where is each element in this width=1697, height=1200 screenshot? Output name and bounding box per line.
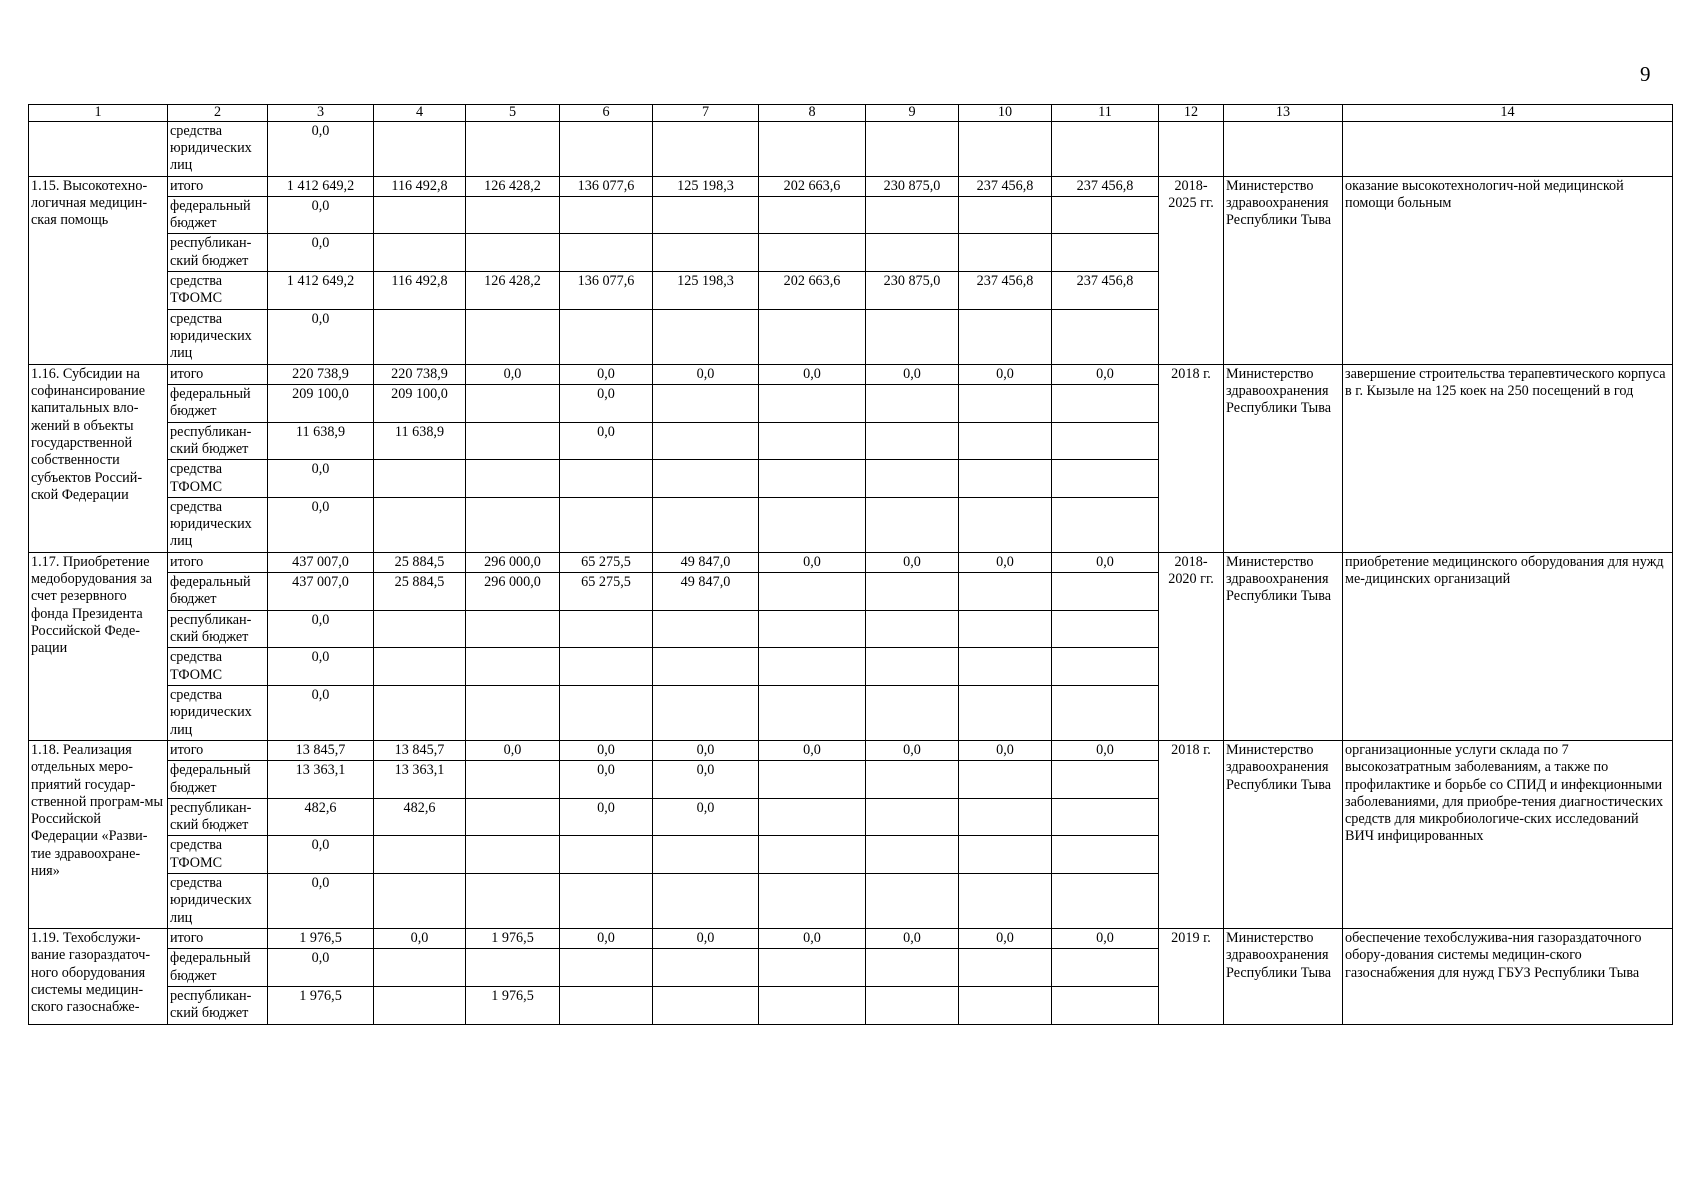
amount-cell [959,761,1052,799]
amount-cell: 0,0 [268,497,374,552]
measure-name-cell: 1.17. Приобретение медоборудования за счет резервного фонда Президента Российской Феде-рации [29,552,168,740]
amount-cell [466,384,560,422]
amount-cell: 125 198,3 [653,176,759,196]
amount-cell: 482,6 [268,798,374,836]
amount-cell [374,685,466,740]
table-row [29,176,1673,196]
amount-cell [866,610,959,648]
amount-cell [466,234,560,272]
funding-source-cell: федеральный бюджет [168,196,268,234]
funding-source-cell: республикан-ский бюджет [168,986,268,1024]
amount-cell: 0,0 [1052,740,1159,760]
header-cell: 13 [1224,105,1343,122]
amount-cell [1052,648,1159,686]
amount-cell: 0,0 [653,740,759,760]
amount-cell: 230 875,0 [866,272,959,310]
funding-source-cell: итого [168,364,268,384]
amount-cell [1052,196,1159,234]
amount-cell [653,986,759,1024]
amount-cell [466,874,560,929]
header-cell: 7 [653,105,759,122]
amount-cell [866,949,959,987]
amount-cell: 25 884,5 [374,573,466,611]
amount-cell [466,648,560,686]
amount-cell [959,422,1052,460]
period-cell: 2019 г. [1159,929,1224,1025]
amount-cell: 25 884,5 [374,552,466,572]
funding-source-cell: республикан-ский бюджет [168,234,268,272]
amount-cell: 296 000,0 [466,573,560,611]
amount-cell: 237 456,8 [1052,176,1159,196]
amount-cell: 209 100,0 [268,384,374,422]
amount-cell: 237 456,8 [959,176,1052,196]
amount-cell: 1 412 649,2 [268,272,374,310]
amount-cell [560,874,653,929]
funding-source-cell: итого [168,552,268,572]
amount-cell [1052,949,1159,987]
amount-cell: 13 845,7 [374,740,466,760]
amount-cell: 0,0 [268,121,374,176]
amount-cell [466,761,560,799]
amount-cell: 13 845,7 [268,740,374,760]
measure-name-cell: 1.15. Высокотехно-логичная медицин-ская помощь [29,176,168,364]
amount-cell [466,460,560,498]
amount-cell [466,422,560,460]
amount-cell: 0,0 [866,740,959,760]
amount-cell: 0,0 [268,836,374,874]
funding-source-cell: республикан-ский бюджет [168,798,268,836]
amount-cell: 1 976,5 [466,986,560,1024]
amount-cell [466,685,560,740]
amount-cell: 126 428,2 [466,272,560,310]
amount-cell [1052,798,1159,836]
amount-cell: 0,0 [268,309,374,364]
amount-cell [653,234,759,272]
amount-cell [959,121,1052,176]
amount-cell [466,949,560,987]
amount-cell: 0,0 [1052,552,1159,572]
amount-cell: 126 428,2 [466,176,560,196]
amount-cell: 0,0 [1052,929,1159,949]
amount-cell: 116 492,8 [374,176,466,196]
amount-cell [1052,685,1159,740]
funding-source-cell: итого [168,176,268,196]
funding-source-cell: средства юридических лиц [168,685,268,740]
funding-source-cell: итого [168,740,268,760]
amount-cell [759,422,866,460]
result-cell [1343,121,1673,176]
amount-cell: 116 492,8 [374,272,466,310]
amount-cell: 0,0 [866,552,959,572]
amount-cell [560,986,653,1024]
amount-cell [653,874,759,929]
amount-cell: 0,0 [759,740,866,760]
amount-cell [653,648,759,686]
amount-cell: 209 100,0 [374,384,466,422]
executor-cell: Министерство здравоохранения Республики Тыва [1224,552,1343,740]
amount-cell [653,836,759,874]
funding-source-cell: республикан-ский бюджет [168,610,268,648]
header-cell: 4 [374,105,466,122]
amount-cell [653,422,759,460]
amount-cell [374,836,466,874]
amount-cell: 1 976,5 [466,929,560,949]
amount-cell [959,610,1052,648]
amount-cell [374,874,466,929]
amount-cell: 65 275,5 [560,552,653,572]
amount-cell: 0,0 [759,552,866,572]
amount-cell [959,986,1052,1024]
amount-cell: 1 976,5 [268,929,374,949]
amount-cell: 437 007,0 [268,573,374,611]
amount-cell [560,460,653,498]
amount-cell: 202 663,6 [759,272,866,310]
amount-cell: 0,0 [959,552,1052,572]
header-cell: 14 [1343,105,1673,122]
amount-cell [560,610,653,648]
funding-source-cell: средства ТФОМС [168,836,268,874]
amount-cell [759,648,866,686]
amount-cell [759,874,866,929]
amount-cell [759,309,866,364]
funding-source-cell: итого [168,929,268,949]
funding-source-cell: федеральный бюджет [168,761,268,799]
amount-cell [374,309,466,364]
amount-cell: 0,0 [268,949,374,987]
amount-cell [374,196,466,234]
amount-cell: 0,0 [759,364,866,384]
amount-cell: 13 363,1 [374,761,466,799]
amount-cell [959,196,1052,234]
result-cell: приобретение медицинского оборудования для нужд ме-дицинских организаций [1343,552,1673,740]
amount-cell [959,648,1052,686]
amount-cell [866,798,959,836]
amount-cell [959,836,1052,874]
amount-cell [866,234,959,272]
amount-cell: 237 456,8 [959,272,1052,310]
amount-cell: 0,0 [866,364,959,384]
amount-cell [560,497,653,552]
amount-cell: 136 077,6 [560,272,653,310]
amount-cell: 0,0 [560,740,653,760]
amount-cell [653,610,759,648]
amount-cell: 13 363,1 [268,761,374,799]
amount-cell [1052,986,1159,1024]
amount-cell [1052,460,1159,498]
amount-cell: 220 738,9 [374,364,466,384]
amount-cell [959,497,1052,552]
amount-cell [653,685,759,740]
amount-cell: 0,0 [466,364,560,384]
amount-cell: 0,0 [959,364,1052,384]
amount-cell: 237 456,8 [1052,272,1159,310]
amount-cell [653,497,759,552]
header-cell: 2 [168,105,268,122]
amount-cell [759,196,866,234]
amount-cell [1052,836,1159,874]
amount-cell [759,234,866,272]
amount-cell [374,234,466,272]
program-funding-table [28,104,1673,1025]
amount-cell [374,460,466,498]
amount-cell: 0,0 [560,364,653,384]
amount-cell: 0,0 [759,929,866,949]
amount-cell: 0,0 [653,364,759,384]
amount-cell [1052,422,1159,460]
amount-cell: 11 638,9 [268,422,374,460]
amount-cell [1052,384,1159,422]
amount-cell [560,648,653,686]
funding-source-cell: средства ТФОМС [168,272,268,310]
amount-cell [959,874,1052,929]
amount-cell: 0,0 [268,874,374,929]
amount-cell [866,309,959,364]
table-row [29,552,1673,572]
amount-cell [466,196,560,234]
amount-cell: 230 875,0 [866,176,959,196]
amount-cell [653,384,759,422]
amount-cell [759,610,866,648]
amount-cell [374,610,466,648]
amount-cell [560,836,653,874]
amount-cell [1052,610,1159,648]
amount-cell [866,761,959,799]
amount-cell [959,798,1052,836]
table-body [29,105,1673,1025]
amount-cell: 0,0 [560,929,653,949]
amount-cell: 0,0 [268,610,374,648]
amount-cell: 220 738,9 [268,364,374,384]
funding-source-cell: средства ТФОМС [168,460,268,498]
table-row [29,929,1673,949]
funding-source-cell: федеральный бюджет [168,384,268,422]
amount-cell [1052,573,1159,611]
amount-cell [560,121,653,176]
funding-source-cell: федеральный бюджет [168,573,268,611]
period-cell: 2018-2020 гг. [1159,552,1224,740]
amount-cell [866,196,959,234]
amount-cell [1052,874,1159,929]
funding-source-cell: республикан-ский бюджет [168,422,268,460]
measure-name-cell [29,121,168,176]
amount-cell [866,573,959,611]
result-cell: оказание высокотехнологич-ной медицинской помощи больным [1343,176,1673,364]
amount-cell: 482,6 [374,798,466,836]
amount-cell [759,573,866,611]
measure-name-cell: 1.16. Субсидии на софинансирование капитальных вло-жений в объекты государственной собственности субъектов Россий-ской Федерации [29,364,168,552]
executor-cell [1224,121,1343,176]
funding-source-cell: средства юридических лиц [168,497,268,552]
header-row [29,105,1673,122]
page-number: 9 [1640,62,1651,86]
amount-cell: 296 000,0 [466,552,560,572]
amount-cell [374,121,466,176]
amount-cell [759,798,866,836]
amount-cell [759,384,866,422]
amount-cell: 0,0 [1052,364,1159,384]
table-row [29,121,1673,176]
executor-cell: Министерство здравоохранения Республики Тыва [1224,929,1343,1025]
amount-cell [866,874,959,929]
amount-cell: 11 638,9 [374,422,466,460]
amount-cell: 49 847,0 [653,573,759,611]
amount-cell [466,121,560,176]
amount-cell: 65 275,5 [560,573,653,611]
header-cell: 8 [759,105,866,122]
amount-cell: 1 412 649,2 [268,176,374,196]
amount-cell [866,460,959,498]
amount-cell [560,685,653,740]
amount-cell: 0,0 [560,798,653,836]
result-cell: обеспечение техобслужива-ния газораздаточного обору-дования системы медицин-ского газоснабжения для нужд ГБУЗ Республики Тыва [1343,929,1673,1025]
amount-cell [866,836,959,874]
period-cell [1159,121,1224,176]
amount-cell [1052,309,1159,364]
amount-cell: 437 007,0 [268,552,374,572]
amount-cell: 0,0 [959,740,1052,760]
amount-cell [759,685,866,740]
amount-cell [759,761,866,799]
funding-source-cell: средства юридических лиц [168,121,268,176]
amount-cell [560,309,653,364]
amount-cell [466,798,560,836]
amount-cell: 49 847,0 [653,552,759,572]
amount-cell: 0,0 [866,929,959,949]
amount-cell [866,422,959,460]
amount-cell: 0,0 [374,929,466,949]
amount-cell [466,610,560,648]
amount-cell: 0,0 [268,648,374,686]
amount-cell [959,384,1052,422]
amount-cell: 202 663,6 [759,176,866,196]
amount-cell: 0,0 [466,740,560,760]
period-cell: 2018 г. [1159,740,1224,928]
amount-cell [759,836,866,874]
amount-cell [374,986,466,1024]
amount-cell: 0,0 [560,422,653,460]
amount-cell [374,648,466,686]
amount-cell [1052,234,1159,272]
amount-cell [866,986,959,1024]
amount-cell [653,309,759,364]
amount-cell: 0,0 [560,761,653,799]
result-cell: организационные услуги склада по 7 высокозатратным заболеваниям, а также по профилактике и борьбе со СПИД и инфекционными заболеваниями, для приобре-тения диагностических средств для микробиологиче-ских исследований ВИЧ инфицированных [1343,740,1673,928]
period-cell: 2018-2025 гг. [1159,176,1224,364]
funding-source-cell: средства юридических лиц [168,874,268,929]
header-cell: 12 [1159,105,1224,122]
amount-cell [759,986,866,1024]
measure-name-cell: 1.19. Техобслужи-вание газораздаточ-ного оборудования системы медицин-ского газоснабже- [29,929,168,1025]
amount-cell [653,949,759,987]
amount-cell [1052,497,1159,552]
header-cell: 1 [29,105,168,122]
amount-cell [959,234,1052,272]
period-cell: 2018 г. [1159,364,1224,552]
amount-cell [653,121,759,176]
amount-cell: 0,0 [560,384,653,422]
header-cell: 6 [560,105,653,122]
funding-source-cell: федеральный бюджет [168,949,268,987]
header-cell: 9 [866,105,959,122]
amount-cell [959,460,1052,498]
amount-cell [959,949,1052,987]
executor-cell: Министерство здравоохранения Республики Тыва [1224,364,1343,552]
amount-cell [466,309,560,364]
funding-source-cell: средства ТФОМС [168,648,268,686]
amount-cell [866,648,959,686]
amount-cell: 0,0 [653,929,759,949]
executor-cell: Министерство здравоохранения Республики Тыва [1224,740,1343,928]
amount-cell [1052,121,1159,176]
amount-cell [374,949,466,987]
amount-cell: 0,0 [268,196,374,234]
amount-cell [560,196,653,234]
amount-cell [866,384,959,422]
amount-cell [866,497,959,552]
amount-cell: 125 198,3 [653,272,759,310]
amount-cell: 0,0 [959,929,1052,949]
amount-cell: 0,0 [653,761,759,799]
funding-source-cell: средства юридических лиц [168,309,268,364]
amount-cell [759,460,866,498]
amount-cell [759,949,866,987]
amount-cell [1052,761,1159,799]
table-row [29,740,1673,760]
amount-cell [653,196,759,234]
table-row [29,364,1673,384]
amount-cell [959,309,1052,364]
amount-cell [560,949,653,987]
amount-cell: 1 976,5 [268,986,374,1024]
amount-cell [653,460,759,498]
amount-cell [759,497,866,552]
amount-cell: 136 077,6 [560,176,653,196]
amount-cell: 0,0 [268,685,374,740]
header-cell: 5 [466,105,560,122]
result-cell: завершение строительства терапевтического корпуса в г. Кызыле на 125 коек на 250 посещений в год [1343,364,1673,552]
header-cell: 10 [959,105,1052,122]
amount-cell [866,121,959,176]
amount-cell [759,121,866,176]
amount-cell [466,836,560,874]
amount-cell [374,497,466,552]
amount-cell: 0,0 [268,234,374,272]
amount-cell [866,685,959,740]
amount-cell [466,497,560,552]
amount-cell [959,573,1052,611]
measure-name-cell: 1.18. Реализация отдельных меро-приятий государ-ственной програм-мы Российской Федерации «Разви-тие здравоохране-ния» [29,740,168,928]
amount-cell [959,685,1052,740]
header-cell: 11 [1052,105,1159,122]
amount-cell: 0,0 [653,798,759,836]
amount-cell: 0,0 [268,460,374,498]
header-cell: 3 [268,105,374,122]
executor-cell: Министерство здравоохранения Республики Тыва [1224,176,1343,364]
amount-cell [560,234,653,272]
